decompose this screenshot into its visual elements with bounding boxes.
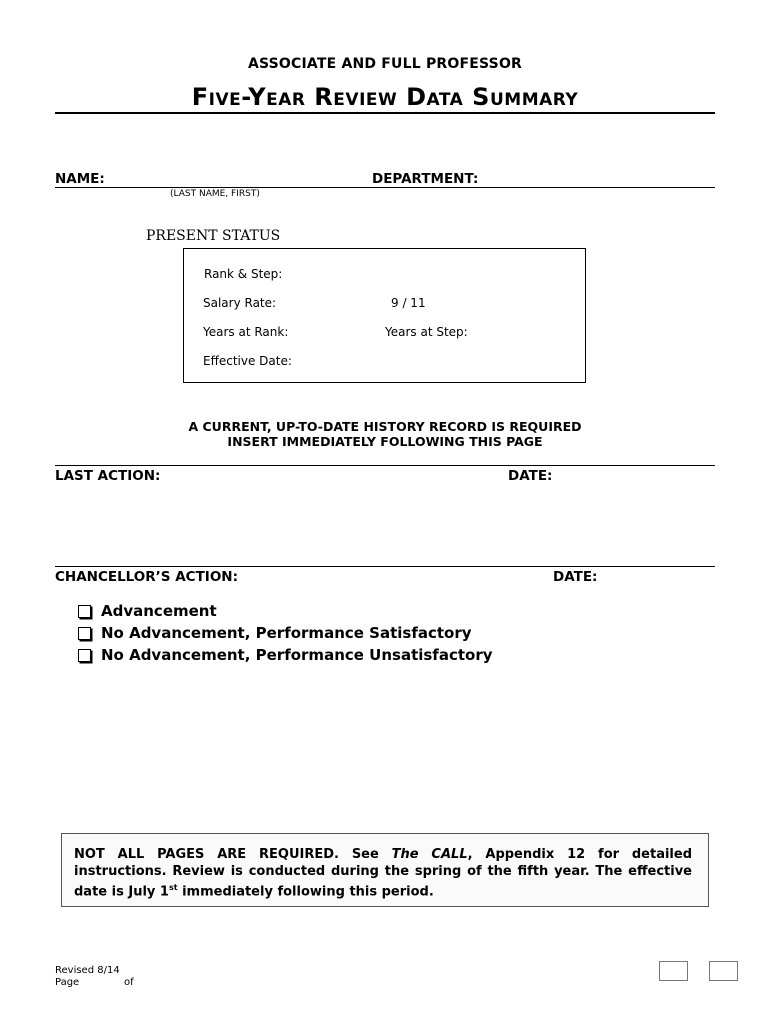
checkbox-no-advancement-unsatisfactory[interactable]: [78, 649, 91, 662]
last-action-rule: [55, 465, 715, 466]
option-label: No Advancement, Performance Satisfactory: [101, 624, 472, 642]
option-label: No Advancement, Performance Unsatisfactory: [101, 646, 493, 664]
option-label: Advancement: [101, 602, 217, 620]
checkbox-no-advancement-satisfactory[interactable]: [78, 627, 91, 640]
history-notice-line2: INSERT IMMEDIATELY FOLLOWING THIS PAGE: [227, 434, 543, 449]
present-status-box: [183, 248, 586, 383]
the-call-reference: The CALL: [391, 847, 468, 862]
option-advancement[interactable]: [78, 600, 493, 622]
page-of-label: of: [124, 977, 134, 988]
name-hint: (LAST NAME, FIRST): [170, 189, 260, 199]
name-department-line[interactable]: [55, 187, 715, 188]
instructions-note-text: NOT ALL PAGES ARE REQUIRED. See The CALL, Appendix 12 for detailed instructions. Review is conducted during the spring of the fifth year. The effective date is July 1st immediately following this period.: [74, 847, 693, 900]
last-action-date-label: DATE:: [508, 468, 553, 484]
effective-date-label: Effective Date:: [203, 354, 292, 368]
rank-step-label: Rank & Step:: [204, 267, 283, 281]
chancellor-action-rule: [55, 566, 715, 567]
page-total-field[interactable]: [709, 961, 738, 981]
years-at-step-label: Years at Step:: [385, 325, 468, 339]
chancellor-action-options: [78, 600, 493, 666]
history-notice-line1: A CURRENT, UP-TO-DATE HISTORY RECORD IS REQUIRED: [188, 419, 582, 434]
chancellor-action-label: CHANCELLOR’S ACTION:: [55, 569, 238, 585]
option-no-advancement-satisfactory[interactable]: [78, 622, 493, 644]
checkbox-advancement[interactable]: [78, 605, 91, 618]
salary-rate-label: Salary Rate:: [203, 296, 277, 310]
chancellor-action-date-label: DATE:: [553, 569, 598, 585]
page-label: Page: [55, 977, 80, 988]
title-rule: [55, 112, 715, 114]
revised-date: Revised 8/14: [55, 965, 120, 976]
instructions-note-box: [61, 833, 709, 907]
name-label: NAME:: [55, 171, 105, 187]
form-title: FIVE-YEAR REVIEW DATA SUMMARY: [191, 83, 579, 111]
last-action-label: LAST ACTION:: [55, 468, 161, 484]
form-subtitle: ASSOCIATE AND FULL PROFESSOR: [247, 56, 523, 72]
years-at-rank-label: Years at Rank:: [203, 325, 289, 339]
option-no-advancement-unsatisfactory[interactable]: [78, 644, 493, 666]
page-number-field[interactable]: [659, 961, 688, 981]
salary-rate-value: 9 / 11: [391, 296, 426, 310]
present-status-heading: PRESENT STATUS: [146, 228, 281, 244]
department-label: DEPARTMENT:: [372, 171, 479, 187]
